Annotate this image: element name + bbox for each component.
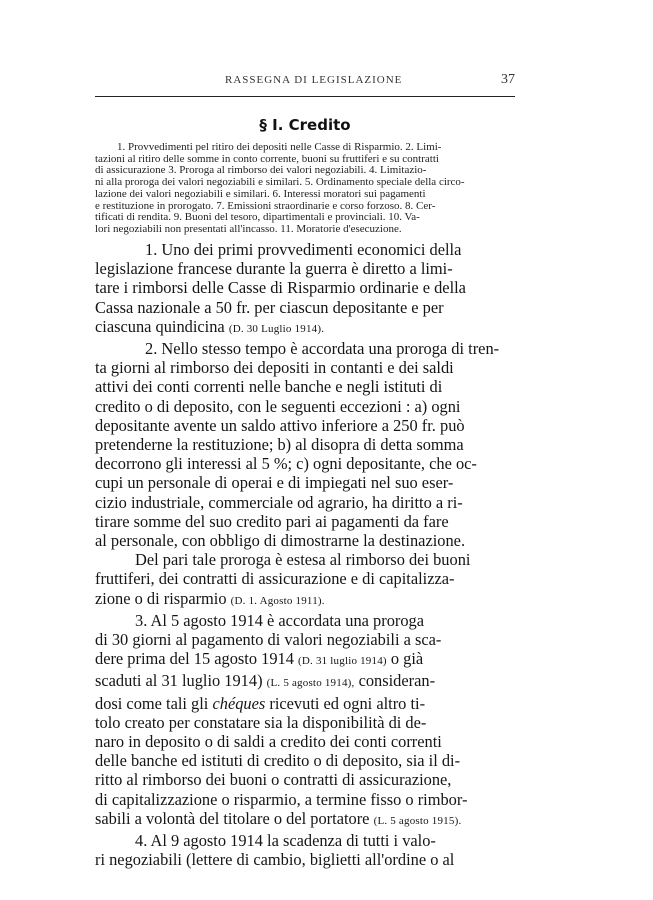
citation: (L. 5 agosto 1914), xyxy=(266,677,355,690)
body-text-run: o già xyxy=(390,649,424,669)
italic-term: chéques xyxy=(212,693,266,713)
body-line: di capitalizzazione o risparmio, a termine fisso o rimbor- xyxy=(95,789,468,809)
body-line: naro in deposito o di saldi a credito dei conti correnti xyxy=(95,732,442,752)
body-line: tolo creato per constatare sia la disponibilità di de- xyxy=(95,712,427,732)
summary-line: ni alla proroga dei valori negoziabili e similari. 5. Ordinamento speciale della circo- xyxy=(95,177,465,189)
body-line: tare i rimborsi delle Casse di Risparmio ordinarie e della xyxy=(95,278,466,298)
body-line: attivi dei conti correnti nelle banche e negli istituti di xyxy=(95,377,443,397)
running-head: RASSEGNA DI LEGISLAZIONE xyxy=(225,74,403,86)
citation: (D. 31 luglio 1914) xyxy=(298,655,387,668)
summary-line: lazione dei valori negoziabili e similari. 6. Interessi moratori sui pagamenti xyxy=(95,188,426,200)
body-line: tirare somme del suo credito pari ai pagamenti da fare xyxy=(95,511,449,531)
body-line: credito o di deposito, con le seguenti eccezioni : a) ogni xyxy=(95,396,461,416)
body-line: ri negoziabili (lettere di cambio, biglietti all'ordine o al xyxy=(95,850,455,870)
body-text-run: ciascuna quindicina xyxy=(95,316,225,336)
body-text-run: sabili a volontà del titolare o del portatore xyxy=(95,808,370,828)
body-line: depositante avente un saldo attivo inferiore a 250 fr. può xyxy=(95,415,465,435)
body-line: cizio industriale, commerciale od agrario, ha diritto a ri- xyxy=(95,492,463,512)
body-line: pretenderne la restituzione; b) al disopra di detta somma xyxy=(95,435,464,455)
summary-line: di assicurazione 3. Proroga al rimborso dei valori negoziabili. 4. Limitazio- xyxy=(95,165,427,177)
summary-line: tificati di rendita. 9. Buoni del tesoro, dipartimentali e provinciali. 10. Va- xyxy=(95,212,420,224)
section-title: § I. Credito xyxy=(259,116,351,134)
body-line: 1. Uno dei primi provvedimenti economici della xyxy=(145,240,462,259)
header-rule xyxy=(95,96,515,97)
citation: (D. 30 Luglio 1914). xyxy=(228,322,325,335)
page-header xyxy=(95,74,515,96)
citation: (L. 5 agosto 1915). xyxy=(373,814,462,827)
body-line: 3. Al 5 agosto 1914 è accordata una proroga xyxy=(135,610,425,630)
body-line xyxy=(95,589,523,611)
body-line: 2. Nello stesso tempo è accordata una proroga di tren- xyxy=(145,339,500,359)
summary-line: lori negoziabili non presentati all'incasso. 11. Moratorie d'esecuzione. xyxy=(95,223,402,235)
page-number: 37 xyxy=(501,72,515,87)
body-line xyxy=(95,317,523,339)
body-line: Del pari tale proroga è estesa al rimborso dei buoni xyxy=(135,550,471,570)
body-text-run: dosi come tali gli xyxy=(95,693,209,713)
body-line xyxy=(95,694,523,713)
summary-line: e restituzione in prorogato. 7. Emissioni straordinarie e corso forzoso. 8. Cer- xyxy=(95,200,436,212)
body-line: ta giorni al rimborso dei depositi in contanti e dei saldi xyxy=(95,358,454,378)
body-line: delle banche ed istituti di credito o di deposito, sia il di- xyxy=(95,751,461,771)
body-text-run: ricevuti ed ogni altro ti- xyxy=(269,693,426,713)
body-line: di 30 giorni al pagamento di valori negoziabili a sca- xyxy=(95,630,442,650)
body-line xyxy=(95,809,523,831)
body-text-run: consideran- xyxy=(358,671,436,691)
section-summary xyxy=(95,142,517,236)
body-text-run: zione o di risparmio xyxy=(95,588,227,608)
body-text-run: scaduti al 31 luglio 1914) xyxy=(95,671,263,691)
body-line: decorrono gli interessi al 5 %; c) ogni depositante, che oc- xyxy=(95,454,477,474)
body-line: fruttiferi, dei contratti di assicurazione e di capitalizza- xyxy=(95,569,455,589)
body-text xyxy=(95,240,523,870)
summary-line: tazioni al ritiro delle somme in conto corrente, buoni su fruttiferi e su contratti xyxy=(95,153,439,165)
body-line: 4. Al 9 agosto 1914 la scadenza di tutti i valo- xyxy=(135,831,436,851)
body-line: legislazione francese durante la guerra è diretto a limi- xyxy=(95,259,453,279)
citation: (D. 1. Agosto 1911). xyxy=(230,594,325,607)
body-line xyxy=(95,671,523,693)
body-line xyxy=(95,649,523,671)
body-line: cupi un personale di operai e di impiegati nel suo eser- xyxy=(95,473,454,493)
body-line: ritto al rimborso dei buoni o contratti di assicurazione, xyxy=(95,770,452,790)
body-line: Cassa nazionale a 50 fr. per ciascun depositante e per xyxy=(95,297,444,317)
body-line: al personale, con obbligo di dimostrarne la destinazione. xyxy=(95,531,466,551)
body-text-run: dere prima del 15 agosto 1914 xyxy=(95,649,294,669)
summary-line: 1. Provvedimenti pel ritiro dei depositi nelle Casse di Risparmio. 2. Limi- xyxy=(117,142,442,153)
